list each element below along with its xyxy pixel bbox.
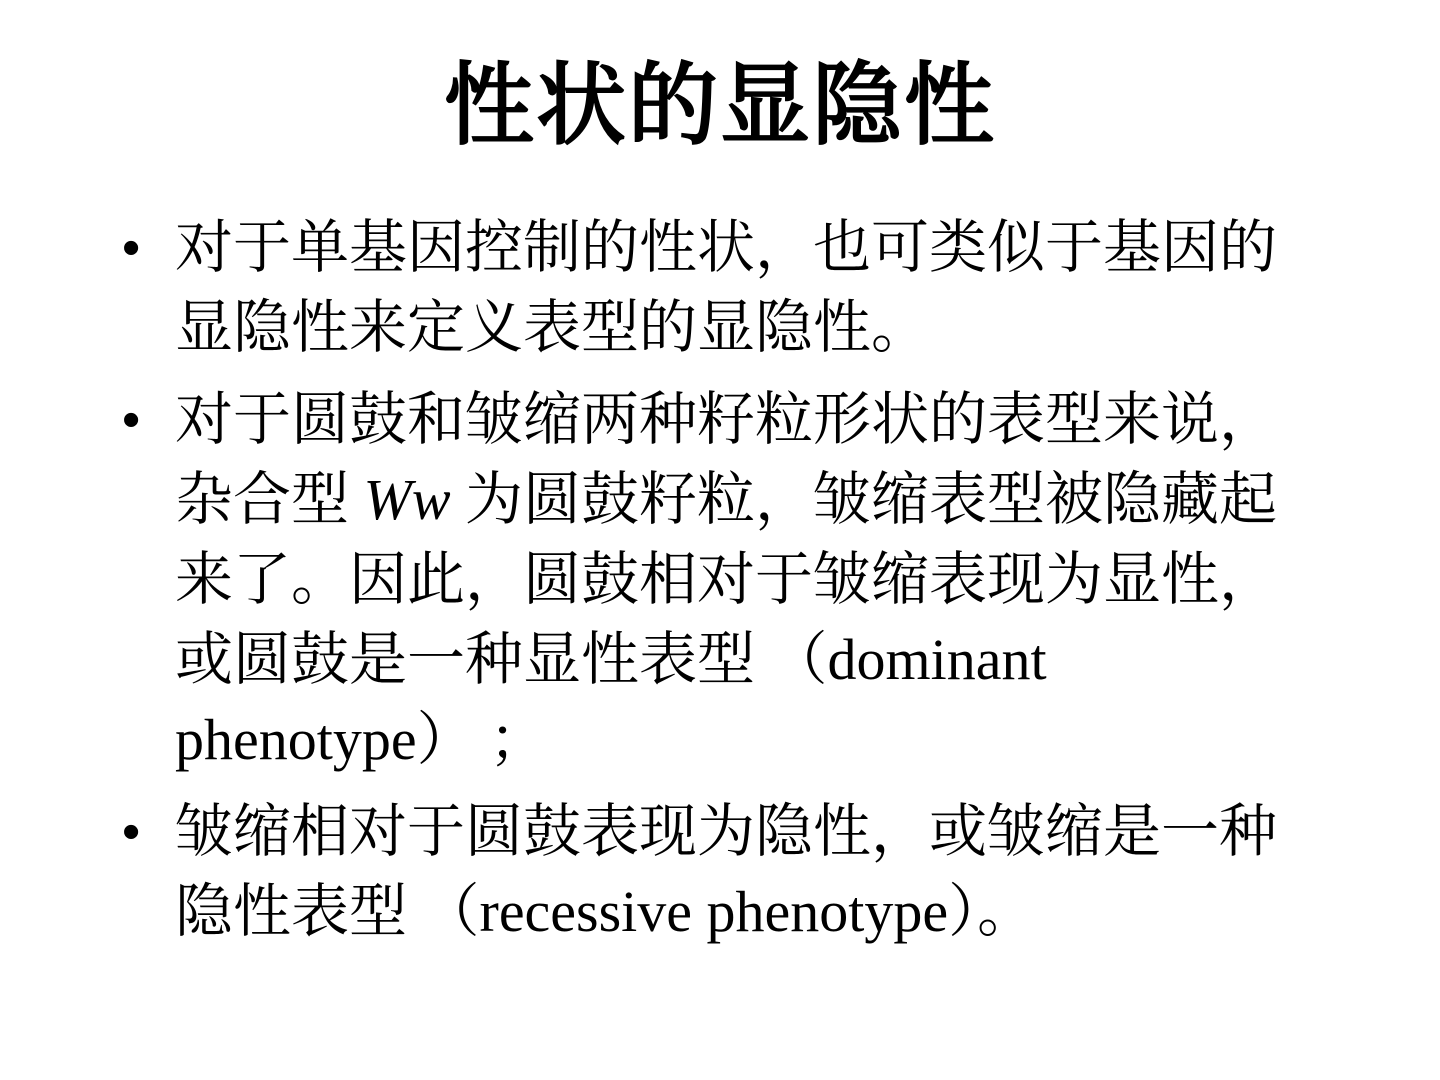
bullet-item [122,792,1294,952]
bullet-marker: • [122,391,141,449]
bullet-text [175,799,1277,944]
slide-title: 性状的显隐性 [444,56,996,156]
bullet-list [122,208,1294,952]
text-segment: 对于圆鼓和皱缩两种籽粒形状的表型来说，杂合型 [175,387,1278,532]
text-segment: 对于单基因控制的性状，也可类似于基因的显隐性来定义表型的显隐性。 [175,215,1278,360]
text-segment: 皱缩相对于圆鼓表现为隐性，或皱缩是一种隐性表型 （recessive phenotype）。 [175,799,1278,944]
bullet-marker: • [122,219,141,277]
bullet-item [122,208,1294,368]
bullet-text [175,215,1277,360]
genotype-symbol: Ww [363,467,451,532]
bullet-text [175,387,1277,772]
bullet-marker: • [122,803,141,861]
bullet-item [122,380,1294,780]
text-segment: 为圆鼓籽粒，皱缩表型被隐藏起来了。因此，圆鼓相对于皱缩表现为显性，或圆鼓是一种显性表型 （dominant phenotype） ； [175,467,1278,772]
